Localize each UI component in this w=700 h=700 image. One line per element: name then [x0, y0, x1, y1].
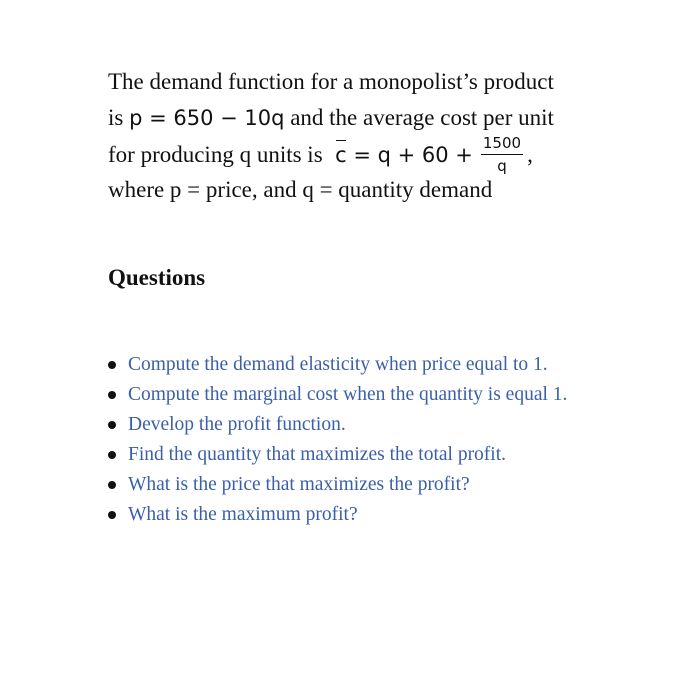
bullet-icon — [108, 451, 116, 459]
average-cost-equation — [328, 143, 472, 167]
trailing-comma: , — [527, 141, 533, 167]
question-text: What is the maximum profit? — [128, 504, 358, 525]
c-bar-symbol: c — [335, 137, 347, 173]
questions-list — [108, 350, 567, 530]
bullet-icon — [108, 391, 116, 399]
question-text: Develop the profit function. — [128, 414, 346, 435]
problem-line-1 — [108, 64, 668, 100]
problem-text-2a: is — [108, 105, 124, 130]
problem-text-4: where p = price, and q = quantity demand — [108, 177, 493, 202]
questions-heading: Questions — [108, 265, 206, 290]
question-text: Compute the demand elasticity when price equal to 1. — [128, 354, 548, 375]
list-item — [108, 470, 567, 500]
list-item — [108, 440, 567, 470]
list-item — [108, 350, 567, 380]
problem-text-1: The demand function for a monopolist’s product — [108, 69, 554, 94]
problem-line-3 — [108, 134, 668, 175]
average-cost-terms: = q + 60 + — [353, 142, 473, 167]
list-item — [108, 410, 567, 440]
list-item — [108, 380, 567, 410]
problem-text-3a: for producing q units is — [108, 141, 323, 167]
bullet-icon — [108, 481, 116, 489]
fraction-numerator: 1500 — [481, 134, 523, 155]
bullet-icon — [108, 361, 116, 369]
fraction-denominator: q — [497, 157, 507, 175]
question-text: Compute the marginal cost when the quantity is equal 1. — [128, 384, 568, 405]
problem-line-2 — [108, 100, 668, 136]
fraction — [481, 134, 523, 175]
bullet-icon — [108, 421, 116, 429]
question-text: What is the price that maximizes the profit? — [128, 474, 470, 495]
problem-line-4 — [108, 172, 668, 208]
demand-equation: p = 650 − 10q — [129, 106, 285, 130]
question-text: Find the quantity that maximizes the total profit. — [128, 444, 507, 465]
bullet-icon — [108, 511, 116, 519]
problem-statement — [108, 64, 668, 208]
problem-text-2b: and the average cost per unit — [290, 105, 554, 130]
list-item — [108, 500, 567, 530]
